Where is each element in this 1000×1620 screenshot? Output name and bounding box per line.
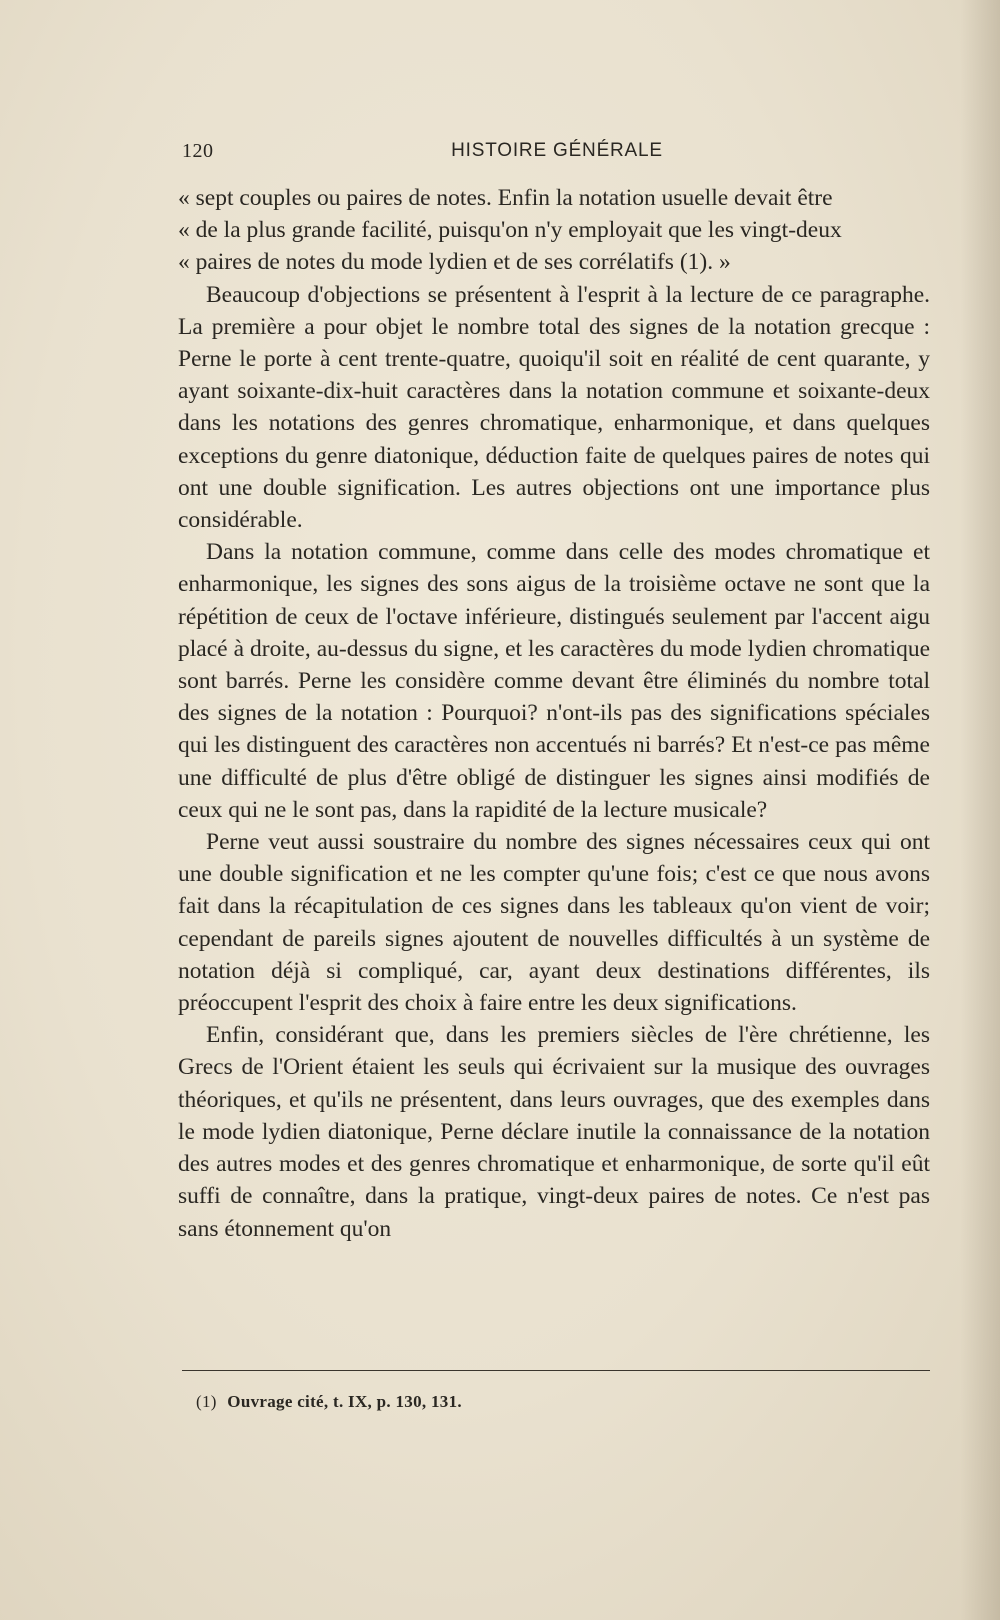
quote-line: « paires de notes du mode lydien et de ses corrélatifs (1). » <box>178 249 731 276</box>
page-edge-shadow <box>960 0 1000 1620</box>
page-header <box>182 140 932 170</box>
paragraph: Beaucoup d'objections se présentent à l'esprit à la lecture de ce paragraphe. La première a pour objet le nombre total des signes de la notation grecque : Perne le porte à cent trente-quatre, quoiqu'il soit en réalité de cent quarante, y ayant soixante-dix-huit caractères dans la notation commune et soixante-deux dans les notations des genres chromatique, enharmonique, et dans quelques exceptions du genre diatonique, déduction faite de quelques paires de notes qui ont une double signification. Les autres objections ont une importance plus considérable. <box>178 281 930 534</box>
quote-line: « sept couples ou paires de notes. Enfin la notation usuelle devait être <box>178 185 833 211</box>
paragraph: Enfin, considérant que, dans les premiers siècles de l'ère chrétienne, les Grecs de l'Orient étaient les seuls qui écrivaient sur la musique des ouvrages théoriques, et qu'ils ne présentent, dans leurs ouvrages, que des exemples dans le mode lydien diatonique, Perne déclare inutile la connaissance de la notation des autres modes et des genres chromatique et enharmonique, de sorte qu'il eût suffi de connaître, dans la pratique, vingt-deux paires de notes. Ce n'est pas sans étonnement qu'on <box>178 1022 930 1242</box>
footnote-text: Ouvrage cité, t. IX, p. 130, 131. <box>227 1392 462 1411</box>
running-title: HISTOIRE GÉNÉRALE <box>451 140 663 161</box>
body-text <box>178 182 930 1245</box>
footnote <box>196 1392 916 1412</box>
paragraph: Dans la notation commune, comme dans celle des modes chromatique et enharmonique, les signes des sons aigus de la troisième octave ne sont que la répétition de ceux de l'octave inférieure, distingués seulement par l'accent aigu placé à droite, au-dessus du signe, et les caractères du mode lydien chromatique sont barrés. Perne les considère comme devant être éliminés du nombre total des signes de la notation : Pourquoi? n'ont-ils pas des significations spéciales qui les distinguent des caractères non accentués ni barrés? Et n'est-ce pas même une difficulté de plus d'être obligé de distinguer les signes ainsi modifiés de ceux qui ne le sont pas, dans la rapidité de la lecture musicale? <box>178 539 930 823</box>
page-number: 120 <box>182 140 214 162</box>
footnote-divider <box>182 1370 930 1371</box>
paragraph: Perne veut aussi soustraire du nombre des signes nécessaires ceux qui ont une double signification et ne les compter qu'une fois; c'est ce que nous avons fait dans la récapitulation de ces signes dans les tableaux qu'on vient de voir; cependant de pareils signes ajoutent de nouvelles difficultés à un système de notation déjà si compliqué, car, ayant deux destinations différentes, ils préoccupent l'esprit des choix à faire entre les deux significations. <box>178 829 930 1017</box>
quote-line: « de la plus grande facilité, puisqu'on n'y employait que les vingt-deux <box>178 217 842 244</box>
footnote-marker: (1) <box>196 1392 217 1411</box>
